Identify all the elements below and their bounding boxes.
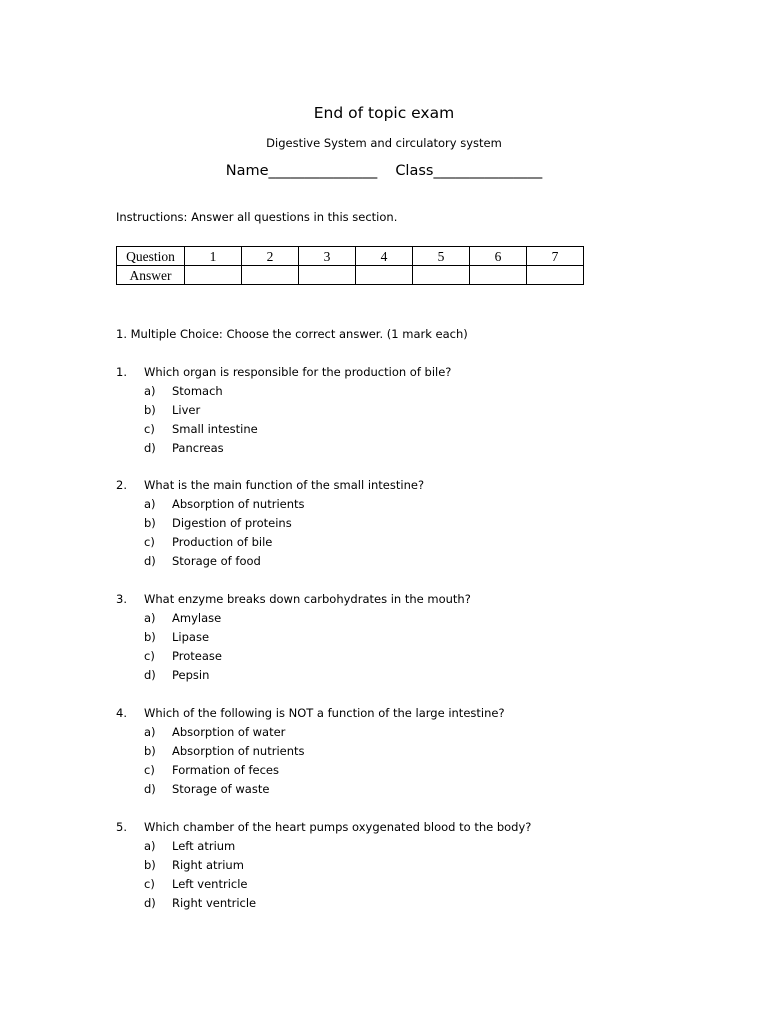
option-letter: b) [144,403,156,417]
answer-label: Answer [117,266,185,285]
question-label: Question [117,247,185,266]
option-letter: d) [144,554,156,568]
option-letter: b) [144,516,156,530]
option-b [116,743,676,762]
option-d [116,667,676,686]
question-2 [116,477,676,572]
option-text: Small intestine [172,422,258,436]
question-3 [116,591,676,686]
question-stem [116,591,676,610]
answer-cell[interactable] [185,266,242,285]
option-d [116,440,676,459]
name-field: Name_______________ [225,163,378,179]
answer-cell[interactable] [299,266,356,285]
option-letter: d) [144,668,156,682]
question-number: 3. [116,592,127,606]
option-letter: a) [144,384,156,398]
option-b [116,629,676,648]
question-number-cell: 1 [185,247,242,266]
option-text: Right atrium [172,858,244,872]
name-class-line [0,161,768,181]
option-letter: a) [144,725,156,739]
option-c [116,421,676,440]
answer-cell[interactable] [527,266,584,285]
option-text: Left atrium [172,839,236,853]
option-a [116,383,676,402]
option-a [116,838,676,857]
question-text: What enzyme breaks down carbohydrates in the mouth? [144,592,471,606]
option-text: Right ventricle [172,896,257,910]
option-d [116,895,676,914]
question-number-cell: 4 [356,247,413,266]
option-a [116,724,676,743]
option-letter: c) [144,422,155,436]
question-number-cell: 6 [470,247,527,266]
question-number-cell: 5 [413,247,470,266]
option-d [116,781,676,800]
option-c [116,876,676,895]
option-d [116,553,676,572]
answer-cell[interactable] [470,266,527,285]
option-letter: d) [144,896,156,910]
question-number: 5. [116,820,127,834]
question-number-cell: 2 [242,247,299,266]
option-letter: b) [144,744,156,758]
option-text: Liver [172,403,201,417]
option-text: Lipase [172,630,210,644]
answer-cell[interactable] [413,266,470,285]
question-4 [116,705,676,800]
option-b [116,402,676,421]
option-letter: a) [144,611,156,625]
question-number: 2. [116,478,127,492]
option-letter: c) [144,877,155,891]
option-text: Digestion of proteins [172,516,292,530]
option-c [116,648,676,667]
question-1 [116,364,676,459]
option-text: Protease [172,649,222,663]
option-c [116,534,676,553]
question-stem [116,819,676,838]
question-text: Which of the following is NOT a function of the large intestine? [144,706,505,720]
option-text: Storage of waste [172,782,270,796]
section-heading: 1. Multiple Choice: Choose the correct answer. (1 mark each) [116,327,468,341]
option-letter: a) [144,839,156,853]
option-text: Absorption of nutrients [172,744,305,758]
option-a [116,610,676,629]
option-text: Stomach [172,384,223,398]
option-letter: d) [144,441,156,455]
option-letter: b) [144,630,156,644]
option-text: Amylase [172,611,222,625]
option-text: Absorption of nutrients [172,497,305,511]
option-letter: d) [144,782,156,796]
option-text: Absorption of water [172,725,286,739]
instructions: Instructions: Answer all questions in this section. [116,210,398,224]
option-letter: c) [144,535,155,549]
option-text: Production of bile [172,535,273,549]
answer-cell[interactable] [356,266,413,285]
option-letter: a) [144,497,156,511]
answer-grid [116,246,584,285]
answer-grid-answer-row [117,266,584,285]
question-text: Which organ is responsible for the production of bile? [144,365,452,379]
answer-grid-question-row [117,247,584,266]
question-text: What is the main function of the small intestine? [144,478,425,492]
question-number: 1. [116,365,127,379]
option-text: Formation of feces [172,763,279,777]
question-number-cell: 3 [299,247,356,266]
option-text: Pancreas [172,441,224,455]
question-stem [116,477,676,496]
question-stem [116,705,676,724]
option-letter: c) [144,763,155,777]
question-stem [116,364,676,383]
page-subtitle: Digestive System and circulatory system [266,136,502,150]
question-number-cell: 7 [527,247,584,266]
option-a [116,496,676,515]
question-5 [116,819,676,914]
option-b [116,857,676,876]
option-text: Storage of food [172,554,261,568]
option-text: Left ventricle [172,877,248,891]
option-b [116,515,676,534]
option-letter: c) [144,649,155,663]
option-c [116,762,676,781]
answer-cell[interactable] [242,266,299,285]
question-text: Which chamber of the heart pumps oxygenated blood to the body? [144,820,532,834]
question-number: 4. [116,706,127,720]
option-letter: b) [144,858,156,872]
page-title: End of topic exam [313,104,455,122]
option-text: Pepsin [172,668,210,682]
class-field: Class_______________ [395,163,543,179]
